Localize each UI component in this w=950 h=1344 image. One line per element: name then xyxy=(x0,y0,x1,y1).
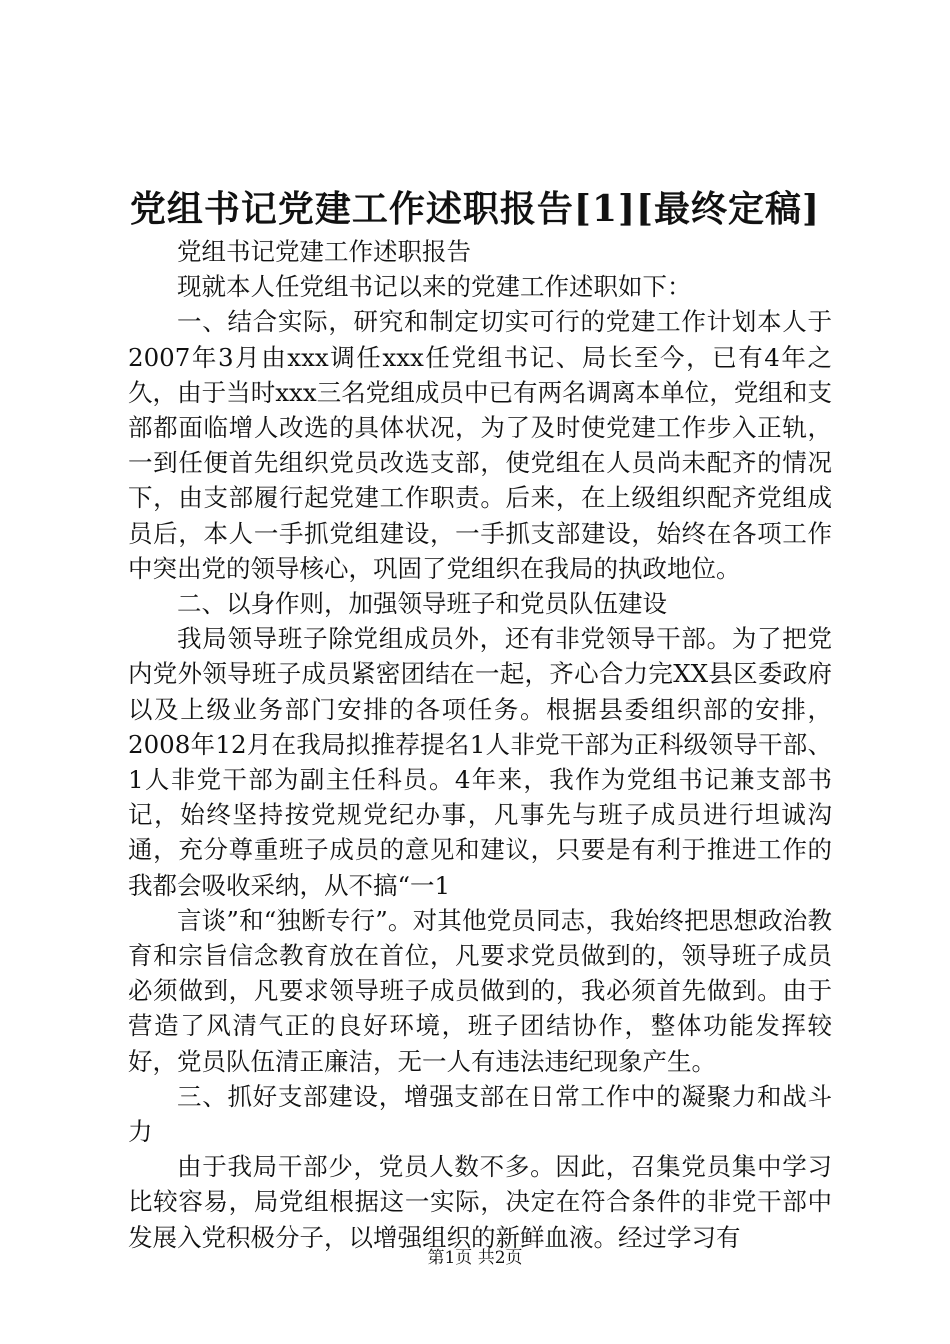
paragraph-section-2b: 言谈”和“独断专行”。对其他党员同志，我始终把思想政治教育和宗旨信念教育放在首位，凡要求党员做到的，领导班子成员必须做到，凡要求领导班子成员做到的，我必须首先做到。由于营造了风清气正的良好环境，班子团结协作，整体功能发挥较好，党员队伍清正廉洁，无一人有违法违纪现象产生。 xyxy=(128,905,832,1076)
paragraph-section-2a: 我局领导班子除党组成员外，还有非党领导干部。为了把党内党外领导班子成员紧密团结在一起，齐心合力完XX县区委政府以及上级业务部门安排的各项任务。根据县委组织部的安排，2008年12月在我局拟推荐提名1人非党干部为正科级领导干部、1人非党干部为副主任科员。4年来，我作为党组书记兼支部书记，始终坚持按党规党纪办事，凡事先与班子成员进行坦诚沟通，充分尊重班子成员的意见和建议，只要是有利于推进工作的我都会吸收采纳，从不搞“一1 xyxy=(128,624,832,900)
paragraph-subtitle: 党组书记党建工作述职报告 xyxy=(177,237,471,266)
heading-section-2: 二、以身作则，加强领导班子和党员队伍建设 xyxy=(177,589,667,619)
heading-section-3: 三、抓好支部建设，增强支部在日常工作中的凝聚力和战斗力 xyxy=(128,1081,832,1147)
paragraph-section-1: 一、结合实际，研究和制定切实可行的党建工作计划本人于2007年3月由xxx调任xxx任党组书记、局长至今，已有4年之久，由于当时xxx三名党组成员中已有两名调离本单位，党组和支部都面临增人改选的具体状况，为了及时使党建工作步入正轨，一到任便首先组织党员改选支部，使党组在人员尚未配齐的情况下，由支部履行起党建工作职责。后来，在上级组织配齐党组成员后，本人一手抓党组建设，一手抓支部建设，始终在各项工作中突出党的领导核心，巩固了党组织在我局的执政地位。 xyxy=(128,307,832,583)
page-footer: 第1页 共2页 xyxy=(427,1248,523,1268)
paragraph-intro: 现就本人任党组书记以来的党建工作述职如下： xyxy=(177,272,692,302)
document-title: 党组书记党建工作述职报告[1][最终定稿] xyxy=(129,188,821,230)
document-body xyxy=(128,234,832,1255)
paragraph-section-3: 由于我局干部少，党员人数不多。因此，召集党员集中学习比较容易，局党组根据这一实际，决定在符合条件的非党干部中发展入党积极分子，以增强组织的新鲜血液。经过学习有 xyxy=(128,1152,832,1252)
